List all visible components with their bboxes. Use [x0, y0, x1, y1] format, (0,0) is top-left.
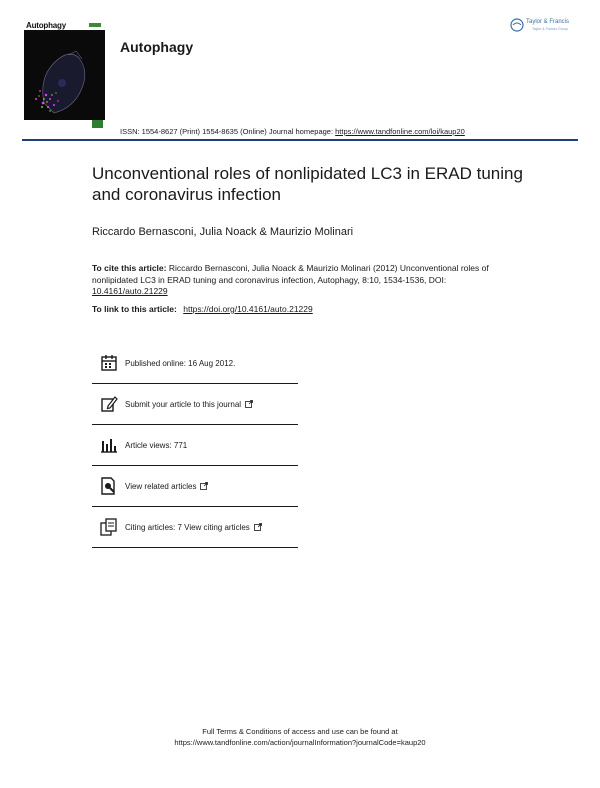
calendar-icon [99, 353, 119, 373]
external-link-icon [245, 400, 253, 408]
submit-article-row[interactable] [92, 384, 298, 425]
terms-footer-url[interactable]: https://www.tandfonline.com/action/journalInformation?journalCode=kaup20 [174, 738, 426, 747]
bar-chart-icon [99, 435, 119, 455]
journal-name: Autophagy [120, 39, 194, 55]
edit-icon [99, 394, 119, 414]
journal-cover-image [24, 21, 105, 120]
citation-doi-link[interactable]: 10.4161/auto.21229 [92, 286, 168, 296]
published-online-text: Published online: 16 Aug 2012. [125, 358, 236, 368]
header-divider [22, 139, 578, 141]
article-link-line [92, 304, 313, 314]
terms-footer [0, 726, 600, 748]
cover-badge [89, 23, 101, 27]
publisher-logo-text: Taylor & Francis [526, 19, 570, 25]
issn-line [120, 127, 465, 136]
search-document-icon [99, 476, 119, 496]
article-views-text: Article views: 771 [125, 440, 188, 450]
article-doi-link[interactable]: https://doi.org/10.4161/auto.21229 [183, 304, 313, 314]
article-views-row [92, 425, 298, 466]
related-articles-link[interactable]: View related articles [125, 481, 197, 491]
citation-block [92, 263, 522, 298]
article-link-label: To link to this article: [92, 304, 177, 314]
publisher-logo [510, 18, 582, 38]
publisher-logo-icon [510, 18, 524, 32]
article-info-list [92, 343, 298, 548]
article-title: Unconventional roles of nonlipidated LC3 in ERAD tuning and coronavirus infection [92, 164, 523, 204]
issn-text: ISSN: 1554-8627 (Print) 1554-8635 (Online) Journal homepage: [120, 127, 334, 136]
external-link-icon [200, 482, 208, 490]
citation-label: To cite this article: [92, 263, 167, 273]
terms-footer-line1: Full Terms & Conditions of access and use can be found at [202, 727, 398, 736]
citing-articles-row[interactable] [92, 507, 298, 548]
cover-title: Autophagy [26, 21, 66, 30]
open-access-badge [92, 120, 103, 128]
submit-article-link[interactable]: Submit your article to this journal [125, 399, 242, 409]
citation-text: Riccardo Bernasconi, Julia Noack & Maurizio Molinari (2012) Unconventional roles of nonlipidated LC3 in ERAD tuning and coronavirus infection, Autophagy, 8:10, 1534-1536, DOI: [92, 263, 489, 285]
external-link-icon [254, 523, 262, 531]
related-articles-row[interactable] [92, 466, 298, 507]
published-online-row [92, 343, 298, 384]
citing-articles-link[interactable]: Citing articles: 7 View citing articles [125, 522, 250, 532]
publisher-logo-subtext: Taylor & Francis Group [532, 27, 568, 31]
cover-artwork [24, 33, 105, 120]
article-authors: Riccardo Bernasconi, Julia Noack & Maurizio Molinari [92, 226, 354, 238]
journal-homepage-link[interactable]: https://www.tandfonline.com/loi/kaup20 [335, 127, 465, 136]
citing-articles-icon [99, 517, 119, 537]
